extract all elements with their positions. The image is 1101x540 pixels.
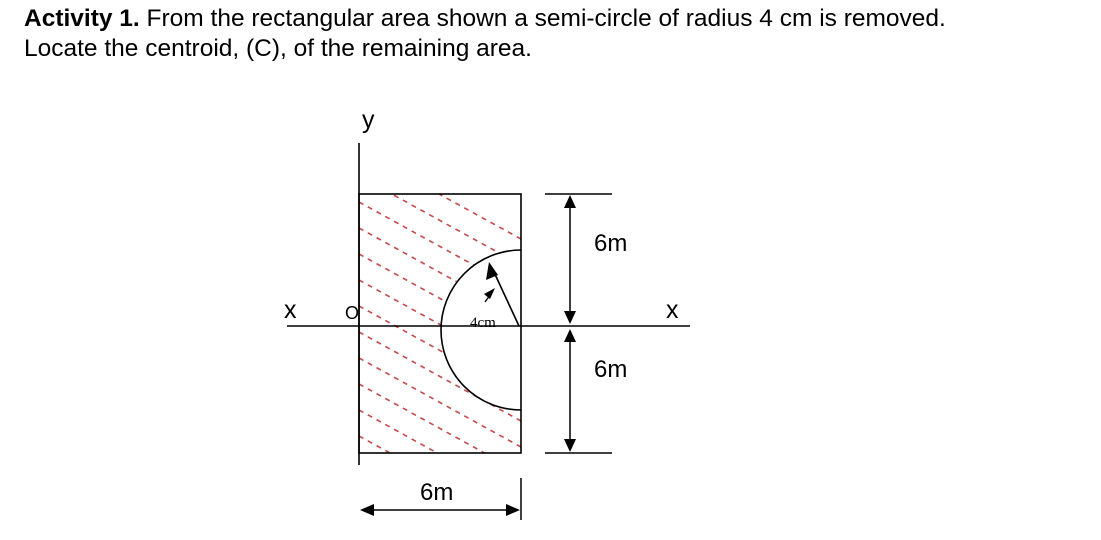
y-axis-label: y (362, 106, 375, 134)
origin-label: O (345, 303, 360, 323)
x-axis-label-right: x (666, 296, 679, 324)
hatch-line (359, 176, 521, 265)
hatch-line (359, 254, 521, 343)
problem-line-2: Locate the centroid, (C), of the remaining area. (24, 35, 532, 62)
activity-heading: Activity 1. (24, 5, 140, 32)
radius-label: 4cm (470, 315, 496, 331)
dim-width-label: 6m (420, 479, 454, 506)
dim-width-arrow-right (506, 504, 520, 516)
dim-width-arrow-left (360, 504, 374, 516)
hatch-line (359, 280, 521, 369)
dim-lower-label: 6m (594, 356, 628, 383)
dim-lower-arrow-bottom (564, 439, 576, 452)
hatch-line (359, 514, 521, 540)
x-axis-label-left: x (284, 296, 297, 324)
rectangle-outline (359, 194, 521, 453)
dim-upper-label: 6m (594, 230, 628, 257)
hatch-line (359, 306, 521, 395)
radius-line (493, 270, 519, 326)
hatch-line (359, 384, 521, 473)
dim-lower-arrow-top (564, 329, 576, 342)
hatch-line (359, 228, 521, 317)
hatch-line (359, 332, 521, 421)
radius-small-arrowhead (484, 288, 495, 299)
dim-upper-arrow-bottom (564, 311, 576, 324)
problem-text-1: From the rectangular area shown a semi-circle of radius 4 cm is removed. (139, 5, 946, 32)
hatch-line (359, 358, 521, 447)
dim-upper-arrow-top (564, 195, 576, 208)
